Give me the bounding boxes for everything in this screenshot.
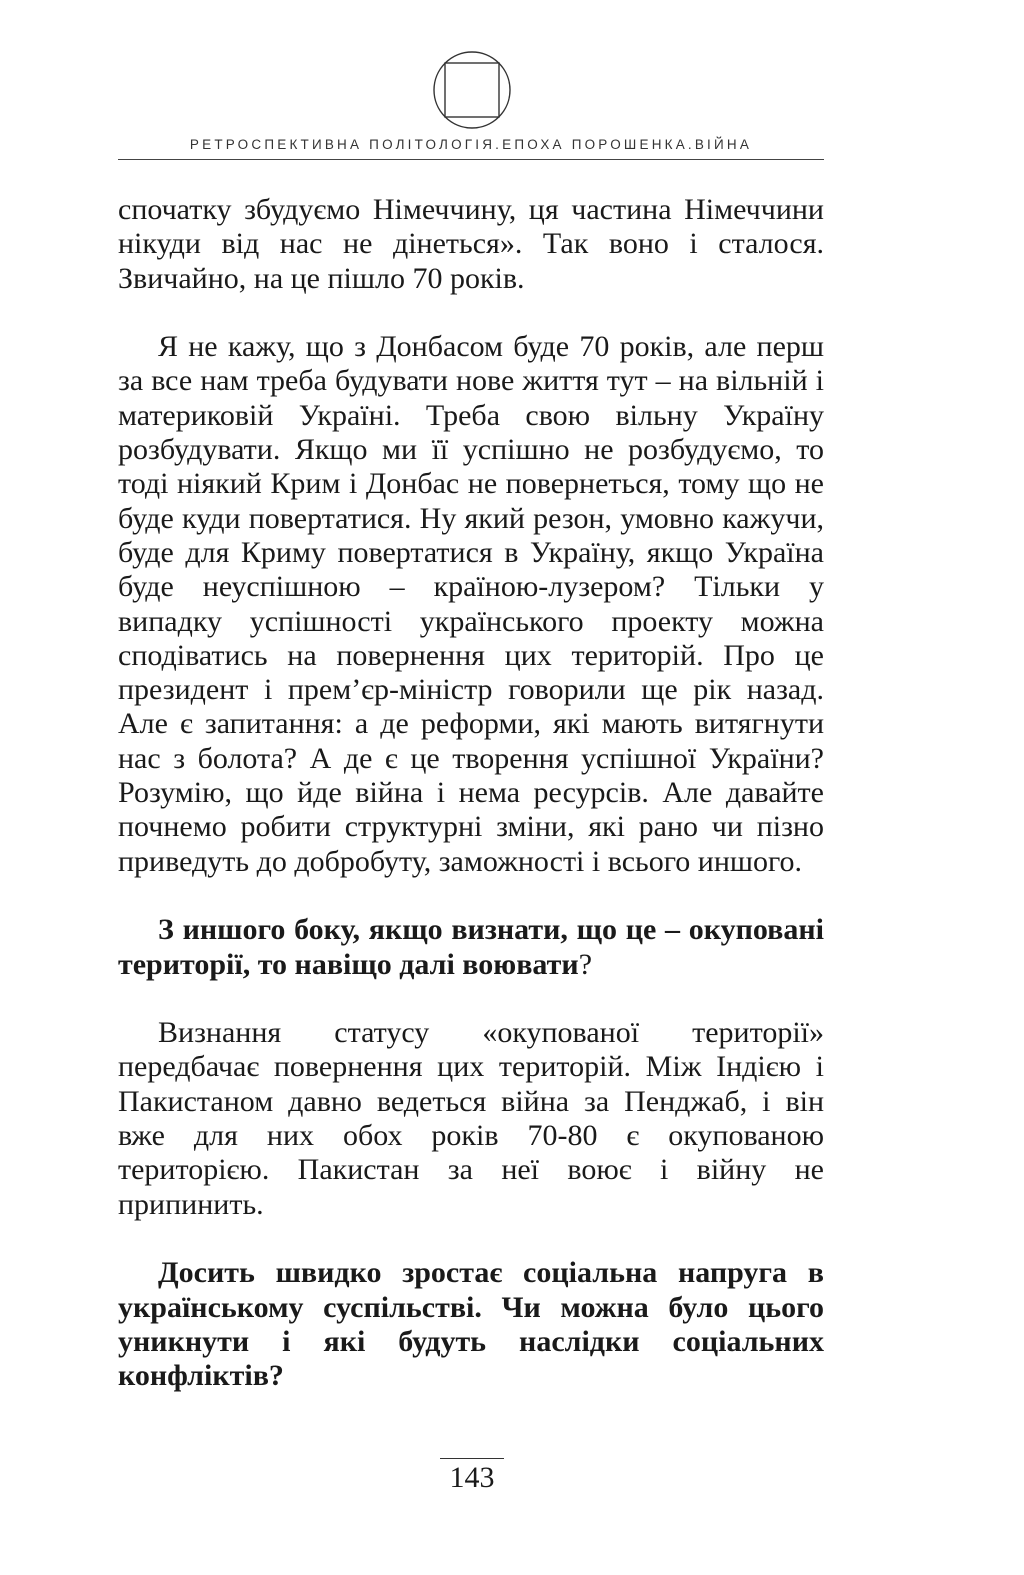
question-1-text: З иншого боку, якщо визнати, що це – окуповані території, то навіщо далі воювати bbox=[118, 913, 824, 981]
paragraph-continuation: спочатку збудуємо Німеччину, ця частина Німеччини нікуди від нас не дінеться». Так воно і сталося. Звичайно, на це пішло 70 років. bbox=[118, 193, 824, 295]
paragraph-answer-2: Визнання статусу «окупованої території» передбачає повернення цих територій. Між Індією і Пакистаном давно ведеться війна за Пенджаб, і він вже для них обох років 70-80 є окупованою територією. Пакистан за неї воює і війну не припинить. bbox=[118, 1016, 824, 1221]
question-1-mark: ? bbox=[578, 947, 593, 981]
paragraph-answer-1: Я не кажу, що з Донбасом буде 70 років, але перш за все нам треба будувати нове життя тут – на вільній і материковій Україні. Треба свою вільну Україну розбудувати. Якщо ми її успішно не розбудуємо, то тоді ніякий Крим і Донбас не повернеться, тому що не буде куди повертатися. Ну який резон, умовно кажучи, буде для Криму повертатися в Україну, якщо Україна буде неуспішною – країною-лузером? Тільки у випадку успішності українського проекту можна сподіватись на повернення цих територій. Про це президент і прем’єр-міністр говорили ще рік назад. Але є запитання: а де реформи, які мають витягнути нас з болота? А де є це творення успішної України? Розумію, що йде війна і нема ресурсів. Але давайте почнемо робити структурні зміни, які рано чи пізно приведуть до добробуту, заможності і всього иншого. bbox=[118, 330, 824, 878]
circle-square-emblem-icon bbox=[432, 50, 512, 130]
page-number: 143 bbox=[440, 1458, 504, 1495]
page-body bbox=[118, 193, 824, 1428]
header-rule bbox=[118, 159, 824, 160]
question-2: Досить швидко зростає соціальна напруга в українському суспільстві. Чи можна було цього уникнути і які будуть наслідки соціальних конфліктів? bbox=[118, 1256, 824, 1393]
question-1 bbox=[118, 913, 824, 982]
running-header: РЕТРОСПЕКТИВНА ПОЛІТОЛОГІЯ.ЕПОХА ПОРОШЕНКА.ВІЙНА bbox=[189, 137, 753, 152]
